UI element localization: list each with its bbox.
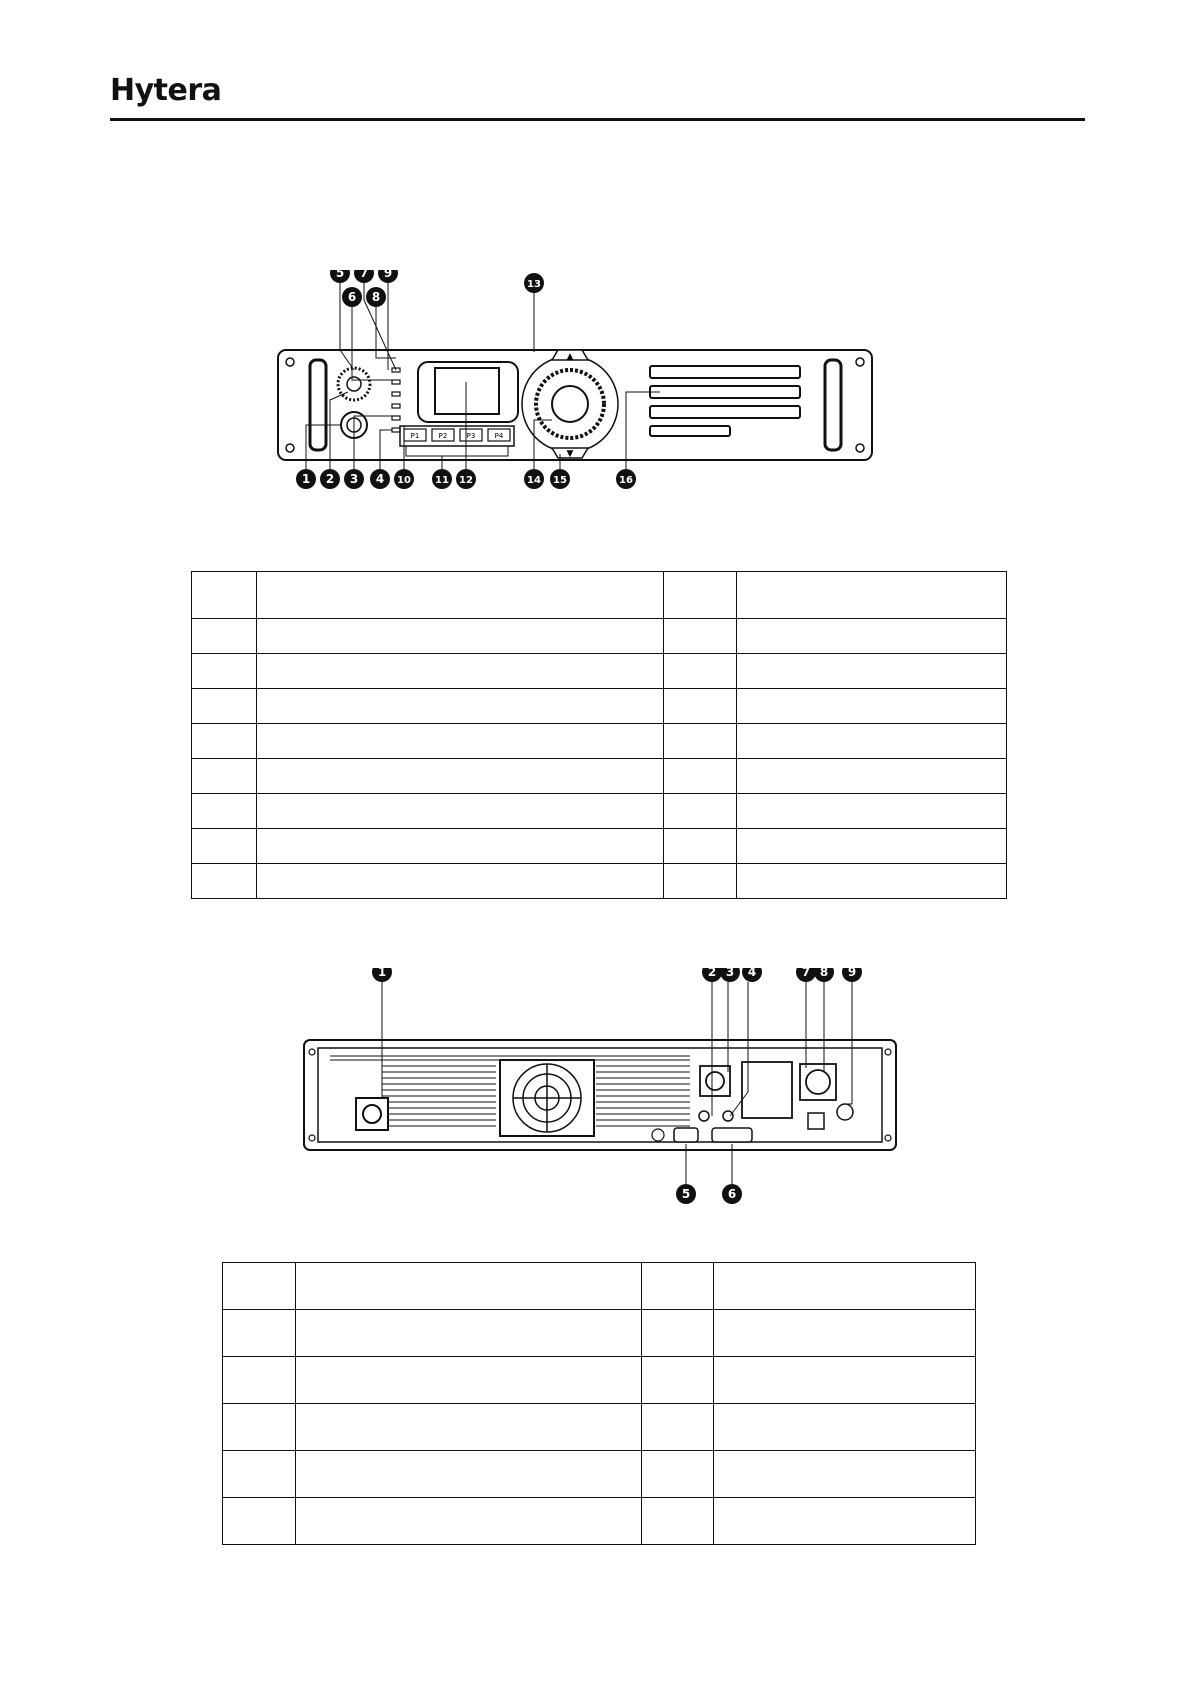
table-cell bbox=[714, 1404, 976, 1451]
svg-text:13: 13 bbox=[527, 279, 541, 290]
table-cell bbox=[737, 689, 1007, 724]
table-row bbox=[223, 1357, 976, 1404]
table-cell bbox=[257, 689, 664, 724]
table-cell bbox=[223, 1498, 296, 1545]
rear-panel-table bbox=[222, 1262, 976, 1545]
table-row bbox=[192, 689, 1007, 724]
table-cell bbox=[192, 572, 257, 619]
table-row bbox=[192, 619, 1007, 654]
rear-panel-drawing bbox=[300, 968, 900, 1204]
table-cell bbox=[192, 864, 257, 899]
down-arrow-icon: ▼ bbox=[566, 449, 574, 459]
soft-key-label: P2 bbox=[438, 432, 448, 440]
table-row bbox=[192, 864, 1007, 899]
svg-text:6: 6 bbox=[347, 290, 357, 304]
table-cell bbox=[664, 759, 737, 794]
svg-text:1: 1 bbox=[301, 472, 311, 486]
table-cell bbox=[642, 1404, 714, 1451]
table-cell bbox=[737, 619, 1007, 654]
table-cell bbox=[642, 1357, 714, 1404]
table-cell bbox=[714, 1498, 976, 1545]
svg-text:7: 7 bbox=[801, 968, 811, 979]
table-cell bbox=[737, 864, 1007, 899]
table-cell bbox=[642, 1263, 714, 1310]
table-cell bbox=[223, 1451, 296, 1498]
table-cell bbox=[737, 829, 1007, 864]
svg-text:9: 9 bbox=[383, 270, 393, 280]
page-header bbox=[110, 73, 1085, 108]
table-row bbox=[192, 724, 1007, 759]
svg-text:3: 3 bbox=[349, 472, 359, 486]
table-row bbox=[223, 1404, 976, 1451]
header-rule bbox=[110, 118, 1085, 121]
table-cell bbox=[714, 1310, 976, 1357]
soft-key-label: P3 bbox=[466, 432, 476, 440]
svg-text:10: 10 bbox=[397, 475, 411, 486]
table-cell bbox=[714, 1451, 976, 1498]
table-cell bbox=[192, 654, 257, 689]
svg-text:16: 16 bbox=[619, 475, 633, 486]
svg-text:6: 6 bbox=[727, 1187, 737, 1201]
table-cell bbox=[642, 1498, 714, 1545]
svg-text:3: 3 bbox=[725, 968, 735, 979]
table-row bbox=[223, 1310, 976, 1357]
table-cell bbox=[223, 1263, 296, 1310]
front-panel-figure bbox=[270, 270, 880, 520]
soft-key-label: P1 bbox=[410, 432, 420, 440]
table-cell bbox=[664, 794, 737, 829]
table-cell bbox=[192, 759, 257, 794]
front-panel-table bbox=[191, 571, 1007, 899]
table-cell bbox=[257, 864, 664, 899]
table-cell bbox=[192, 829, 257, 864]
svg-text:9: 9 bbox=[847, 968, 857, 979]
table-cell bbox=[257, 829, 664, 864]
table-row bbox=[192, 759, 1007, 794]
svg-text:11: 11 bbox=[435, 475, 449, 486]
svg-text:5: 5 bbox=[335, 270, 345, 280]
programming-port bbox=[674, 1128, 698, 1142]
cover-plate bbox=[742, 1062, 792, 1118]
table-cell bbox=[296, 1310, 642, 1357]
svg-text:15: 15 bbox=[553, 475, 567, 486]
table-cell bbox=[714, 1263, 976, 1310]
table-cell bbox=[223, 1357, 296, 1404]
table-cell bbox=[737, 724, 1007, 759]
table-cell bbox=[642, 1451, 714, 1498]
svg-text:5: 5 bbox=[681, 1187, 691, 1201]
svg-text:8: 8 bbox=[371, 290, 381, 304]
rear-panel-figure bbox=[300, 968, 900, 1204]
table-cell bbox=[223, 1310, 296, 1357]
accessory-port bbox=[712, 1128, 752, 1142]
table-cell bbox=[192, 724, 257, 759]
table-cell bbox=[664, 689, 737, 724]
table-cell bbox=[737, 654, 1007, 689]
front-panel-drawing bbox=[270, 270, 880, 520]
table-row bbox=[192, 829, 1007, 864]
table-cell bbox=[737, 572, 1007, 619]
svg-text:14: 14 bbox=[527, 475, 541, 486]
soft-key-label: P4 bbox=[494, 432, 504, 440]
table-header-row bbox=[192, 572, 1007, 619]
table-cell bbox=[257, 572, 664, 619]
table-cell bbox=[192, 794, 257, 829]
svg-text:4: 4 bbox=[375, 472, 385, 486]
front-callouts-bottom bbox=[296, 469, 636, 489]
svg-text:12: 12 bbox=[459, 475, 473, 486]
table-cell bbox=[223, 1404, 296, 1451]
svg-text:7: 7 bbox=[359, 270, 369, 280]
table-cell bbox=[296, 1357, 642, 1404]
tx-connector bbox=[700, 1066, 730, 1096]
table-cell bbox=[664, 724, 737, 759]
table-cell bbox=[737, 759, 1007, 794]
table-cell bbox=[257, 724, 664, 759]
svg-text:8: 8 bbox=[819, 968, 829, 979]
front-callouts-top bbox=[330, 270, 544, 307]
table-cell bbox=[737, 794, 1007, 829]
table-cell bbox=[296, 1404, 642, 1451]
table-cell bbox=[296, 1451, 642, 1498]
table-cell bbox=[664, 864, 737, 899]
table-cell bbox=[714, 1357, 976, 1404]
table-cell bbox=[257, 759, 664, 794]
table-header-row bbox=[223, 1263, 976, 1310]
table-row bbox=[223, 1498, 976, 1545]
table-cell bbox=[257, 619, 664, 654]
table-row bbox=[192, 654, 1007, 689]
table-cell bbox=[257, 794, 664, 829]
svg-text:2: 2 bbox=[707, 968, 717, 979]
up-arrow-icon: ▲ bbox=[566, 352, 574, 362]
table-row bbox=[223, 1451, 976, 1498]
table-cell bbox=[192, 689, 257, 724]
table-cell bbox=[642, 1310, 714, 1357]
table-cell bbox=[192, 619, 257, 654]
table-row bbox=[192, 794, 1007, 829]
table-cell bbox=[664, 572, 737, 619]
table-cell bbox=[664, 619, 737, 654]
table-cell bbox=[664, 654, 737, 689]
table-cell bbox=[257, 654, 664, 689]
table-cell bbox=[296, 1263, 642, 1310]
svg-text:4: 4 bbox=[747, 968, 757, 979]
brand-logo: Hytera bbox=[110, 73, 222, 108]
antenna-connector bbox=[356, 1098, 388, 1130]
svg-text:2: 2 bbox=[325, 472, 335, 486]
table-cell bbox=[296, 1498, 642, 1545]
svg-text:1: 1 bbox=[377, 968, 387, 979]
table-cell bbox=[664, 829, 737, 864]
